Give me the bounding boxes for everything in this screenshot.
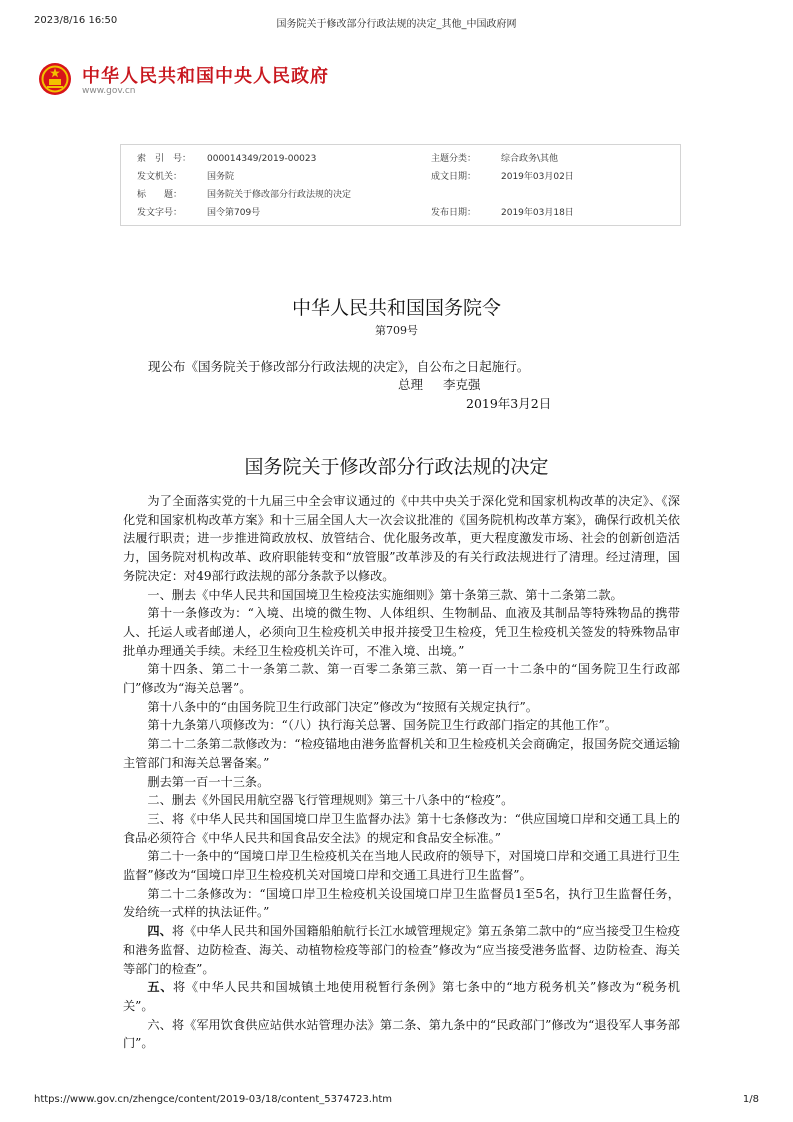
- index-value: 000014349/2019-00023: [207, 154, 317, 164]
- paragraph-text: 将《中华人民共和国城镇土地使用税暂行条例》第七条中的“地方税务机关”修改为“税务机关”。: [123, 980, 680, 1013]
- item-number: 四、: [147, 924, 172, 939]
- written-date-label: 成文日期：: [431, 172, 477, 182]
- paragraph: 第二十二条修改为：“国境口岸卫生检疫机关设国境口岸卫生监督员1至5名，执行卫生监督任务，发给统一式样的执法证件。”: [123, 886, 680, 920]
- paragraph: 第十四条、第二十一条第二款、第一百零二条第三款、第一百一十二条中的“国务院卫生行政部门”修改为“海关总署”。: [123, 662, 680, 696]
- metadata-row: [121, 186, 680, 204]
- print-timestamp: 2023/8/16 16:50: [34, 15, 118, 26]
- paragraph: 为了全面落实党的十九届三中全会审议通过的《中共中央关于深化党和国家机构改革的决定》、《深化党和国家机构改革方案》和十三届全国人大一次会议批准的《国务院机构改革方案》，确保行政机关依法履行职责；进一步推进简政放权、放管结合、优化服务改革，更大程度激发市场、社会的创新创造活力，国务院对机构改革、政府职能转变和“放管服”改革涉及的有关行政法规进行了清理。经过清理，国务院决定：对49部行政法规的部分条款予以修改。: [123, 494, 680, 583]
- page-number: 1/8: [742, 1094, 759, 1105]
- paragraph: 二、删去《外国民用航空器飞行管理规则》第三十八条中的“检疫”。: [147, 793, 514, 808]
- paragraph: 第十八条中的“由国务院卫生行政部门决定”修改为“按照有关规定执行”。: [147, 699, 538, 714]
- doc-number-label: 发文字号：: [137, 208, 183, 218]
- print-page-title: 国务院关于修改部分行政法规的决定_其他_中国政府网: [276, 19, 517, 30]
- site-domain: www.gov.cn: [82, 86, 136, 96]
- title-value: 国务院关于修改部分行政法规的决定: [207, 190, 352, 200]
- document-metadata-table: [120, 144, 681, 226]
- page-url[interactable]: https://www.gov.cn/zhengce/content/2019-03/18/content_5374723.htm: [34, 1094, 392, 1105]
- order-title: 中华人民共和国国务院令: [291, 297, 501, 319]
- doc-number-value: 国令第709号: [207, 208, 261, 218]
- title-label: 标 题：: [137, 190, 183, 200]
- issuer-value: 国务院: [207, 172, 235, 182]
- index-label: 索 引 号：: [137, 154, 192, 164]
- issuer-label: 发文机关：: [137, 172, 183, 182]
- order-number: 第709号: [375, 324, 418, 337]
- signer-name: 李克强: [443, 377, 481, 392]
- paragraph: 第十一条修改为：“入境、出境的微生物、人体组织、生物制品、血液及其制品等特殊物品的携带人、托运人或者邮递人，必须向卫生检疫机关申报并接受卫生检疫，凭卫生检疫机关签发的特殊物品审批单办理通关手续。未经卫生检疫机关许可，不准入境、出境。”: [123, 606, 680, 658]
- category-label: 主题分类：: [431, 154, 477, 164]
- signer: [398, 375, 481, 393]
- promulgation-text: 现公布《国务院关于修改部分行政法规的决定》，自公布之日起施行。: [148, 359, 530, 374]
- paragraph: 第二十二条第二款修改为：“检疫锚地由港务监督机关和卫生检疫机关会商确定，报国务院交通运输主管部门和海关总署备案。”: [123, 737, 680, 770]
- paragraph: 第十九条第八项修改为：“（八）执行海关总署、国务院卫生行政部门指定的其他工作”。: [147, 718, 617, 733]
- signer-title: 总理: [398, 377, 424, 392]
- metadata-row: [121, 204, 680, 222]
- site-name: 中华人民共和国中央人民政府: [82, 66, 329, 87]
- paragraph: 第二十一条中的“国境口岸卫生检疫机关在当地人民政府的领导下，对国境口岸和交通工具进行卫生监督”修改为“国境口岸卫生检疫机关对国境口岸和交通工具进行卫生监督”。: [123, 849, 680, 883]
- print-header: [34, 15, 759, 29]
- item-number: 五、: [147, 980, 174, 995]
- print-footer: [34, 1094, 759, 1108]
- paragraph-text: 将《中华人民共和国外国籍船舶航行长江水域管理规定》第五条第二款中的“应当接受卫生检疫和港务监督、边防检查、海关、动植物检疫等部门的检查”修改为“应当接受港务监督、边防检查、海关等部门的检查”。: [123, 924, 680, 976]
- metadata-row: [121, 168, 680, 186]
- paragraph: 三、将《中华人民共和国国境口岸卫生监督办法》第十七条修改为：“供应国境口岸和交通工具上的食品必须符合《中华人民共和国食品安全法》的规定和食品安全标准。”: [123, 811, 680, 845]
- site-brand[interactable]: [38, 60, 358, 100]
- published-date-value: 2019年03月18日: [501, 208, 574, 218]
- decision-body: [123, 492, 680, 1053]
- published-date-label: 发布日期：: [431, 208, 477, 218]
- sign-date: 2019年3月2日: [466, 396, 552, 411]
- paragraph: 六、将《军用饮食供应站供水站管理办法》第二条、第九条中的“民政部门”修改为“退役军人事务部门”。: [123, 1017, 680, 1051]
- decision-title: 国务院关于修改部分行政法规的决定: [244, 456, 549, 478]
- national-emblem-icon: [38, 62, 72, 96]
- metadata-row: [121, 150, 680, 168]
- paragraph: [123, 978, 680, 1015]
- category-value: 综合政务\其他: [501, 154, 559, 164]
- paragraph: [123, 922, 680, 978]
- paragraph: 删去第一百一十三条。: [147, 774, 270, 789]
- paragraph: 一、删去《中华人民共和国国境卫生检疫法实施细则》第十条第三款、第十二条第二款。: [147, 587, 623, 602]
- written-date-value: 2019年03月02日: [501, 172, 574, 182]
